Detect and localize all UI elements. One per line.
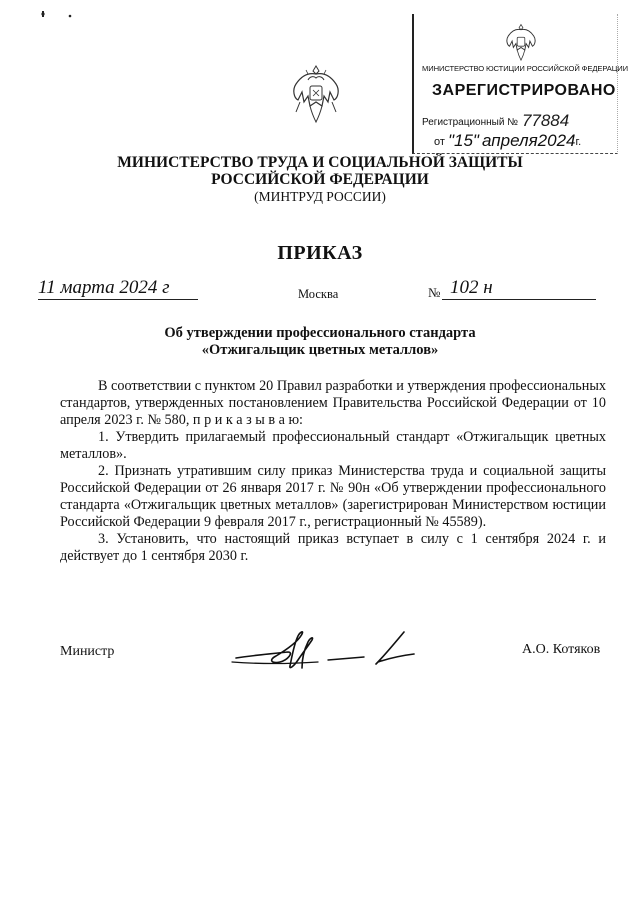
stamp-registered-label: ЗАРЕГИСТРИРОВАНО [432, 82, 616, 99]
stamp-date-prefix: от [434, 136, 445, 148]
ministry-short-name: (МИНТРУД РОССИИ) [254, 189, 386, 204]
stamp-coat-of-arms-icon [502, 22, 540, 64]
order-date: 11 марта 2024 г [38, 277, 198, 300]
ministry-name-line1: МИНИСТЕРСТВО ТРУДА И СОЦИАЛЬНОЙ ЗАЩИТЫ [117, 154, 523, 171]
paragraph-item-1: 1. Утвердить прилагаемый профессиональный стандарт «Отжигальщик цветных металлов». [60, 429, 606, 462]
registration-stamp [412, 14, 628, 154]
order-number-label: № [428, 285, 441, 300]
paragraph-preamble: В соответствии с пунктом 20 Правил разработки и утверждения профессиональных стандартов, утвержденных постановлением Правительства Российской Федерации от 10 апреля 2023 г. № 580, п р и к а з ы в а ю: [60, 378, 606, 428]
ministry-name-line2: РОССИЙСКОЙ ФЕДЕРАЦИИ [211, 171, 429, 188]
paragraph-item-3: 3. Установить, что настоящий приказ вступает в силу с 1 сентября 2024 г. и действует до 1 сентября 2030 г. [60, 531, 606, 564]
stamp-registration-date [434, 130, 581, 150]
coat-of-arms-icon [288, 62, 344, 128]
stamp-date-year: 2024 [537, 131, 576, 150]
ministry-header [0, 154, 640, 205]
stamp-date-suffix: г. [575, 136, 582, 148]
stamp-reg-number: 77884 [521, 111, 570, 130]
signature-block [0, 630, 640, 680]
order-number: 102 н [442, 277, 596, 300]
stamp-ministry-name: МИНИСТЕРСТВО ЮСТИЦИИ РОССИЙСКОЙ ФЕДЕРАЦИИ [422, 64, 628, 73]
stamp-reg-label: Регистрационный № [422, 117, 518, 128]
signatory-position: Министр [60, 644, 115, 659]
stamp-date-month: апреля [482, 131, 538, 150]
stamp-registration-number [422, 110, 569, 130]
order-city: Москва [298, 287, 339, 301]
order-subject [0, 325, 640, 359]
scan-marks [40, 10, 80, 20]
handwritten-signature [228, 626, 418, 676]
order-title: ПРИКАЗ [277, 242, 363, 264]
order-meta [0, 277, 640, 307]
subject-line1: Об утверждении профессионального стандарта [164, 325, 476, 341]
signatory-name: А.О. Котяков [522, 642, 601, 657]
stamp-date-day: "15" [447, 131, 479, 150]
subject-line2: «Отжигальщик цветных металлов» [201, 342, 439, 358]
order-body [60, 378, 606, 565]
paragraph-item-2: 2. Признать утратившим силу приказ Министерства труда и социальной защиты Российской Федерации от 26 января 2017 г. № 90н «Об утверждении профессионального стандарта «Отжигальщик цветных металлов» (зарегистрирован Министерством юстиции Российской Федерации 9 февраля 2017 г., регистрационный № 45589). [60, 463, 606, 530]
